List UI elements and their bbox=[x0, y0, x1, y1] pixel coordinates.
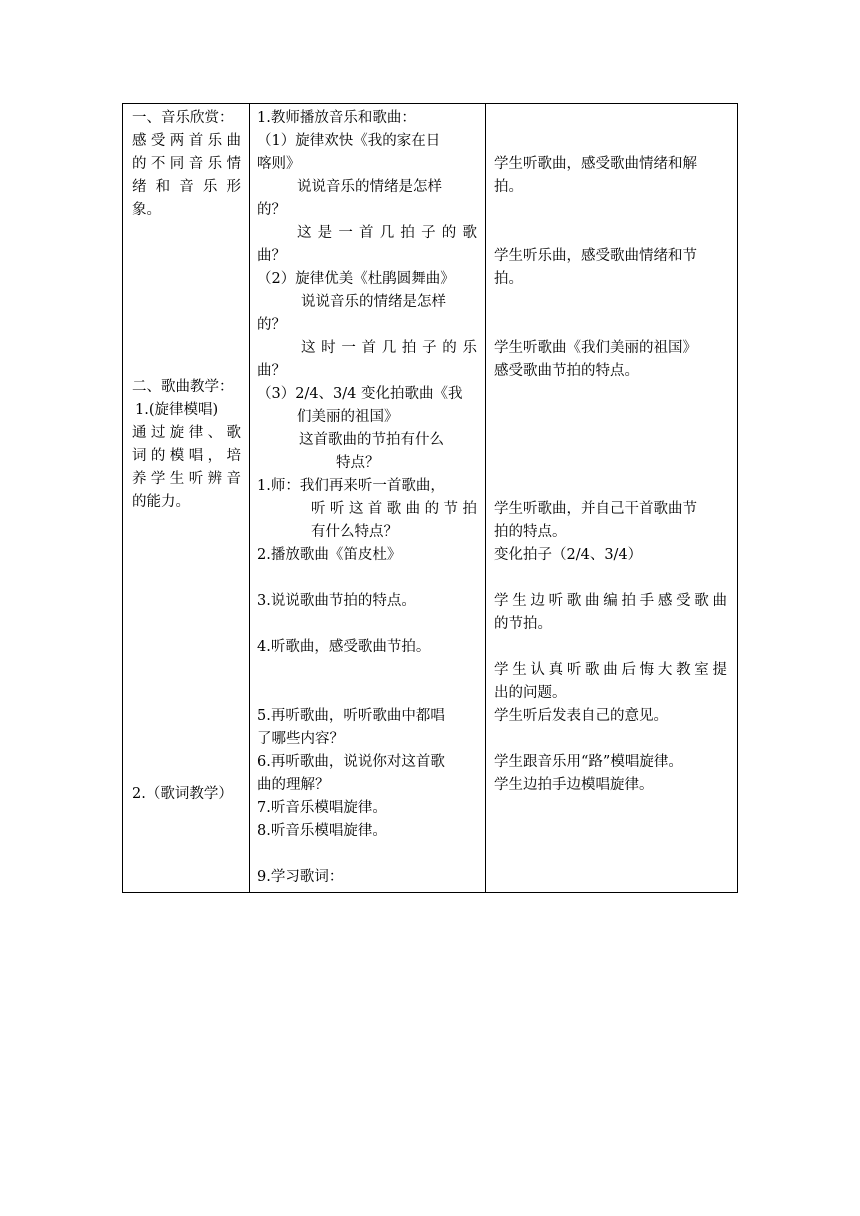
text-line: 1.教师播放音乐和歌曲： bbox=[257, 110, 416, 126]
text-line: 拍。 bbox=[494, 179, 523, 195]
text-line: 7.听音乐模唱旋律。 bbox=[257, 800, 387, 816]
text-line: 曲的理解？ bbox=[257, 777, 330, 793]
text-line: 学生听后发表自己的意见。 bbox=[494, 708, 668, 724]
teacher-activity-column bbox=[249, 104, 485, 892]
text-line: 喀则》 bbox=[257, 156, 301, 172]
lesson-plan-table bbox=[122, 103, 738, 893]
text-line: 2.播放歌曲《笛皮杜》 bbox=[257, 547, 402, 563]
text-line: 曲？ bbox=[257, 363, 286, 379]
text-line: （2）旋律优美《杜鹃圆舞曲》 bbox=[257, 271, 455, 287]
text-line: 学生听乐曲，感受歌曲情绪和节 bbox=[494, 248, 697, 264]
text-line: 4.听歌曲，感受歌曲节拍。 bbox=[257, 639, 431, 655]
text-line: 9.学习歌词： bbox=[257, 869, 344, 885]
text-line: 6.再听歌曲，说说你对这首歌 bbox=[257, 754, 445, 770]
text-line: 听听这首歌曲的节拍 bbox=[311, 501, 477, 517]
text-line: 一、音乐欣赏： bbox=[132, 110, 234, 126]
text-line: 们美丽的祖国》 bbox=[297, 409, 399, 425]
text-line: （1）旋律欢快《我的家在日 bbox=[257, 133, 441, 149]
text-line: 1.(旋律模唱) bbox=[135, 402, 219, 418]
text-line: 二、歌曲教学： bbox=[132, 379, 234, 395]
text-line: 变化拍子（2/4、3/4） bbox=[494, 547, 643, 563]
text-line: （3）2/4、3/4 变化拍歌曲《我 bbox=[257, 386, 463, 402]
text-line: 学生听歌曲，感受歌曲情绪和解 bbox=[494, 156, 697, 172]
text-line: 这是一首几拍子的歌 bbox=[297, 225, 477, 241]
text-line: 感受两首乐曲 bbox=[132, 133, 241, 149]
text-line: 5.再听歌曲，听听歌曲中都唱 bbox=[257, 708, 445, 724]
text-line: 特点？ bbox=[336, 455, 380, 471]
text-line: 1.师：我们再来听一首歌曲， bbox=[257, 478, 445, 494]
text-line: 词的模唱，培 bbox=[132, 448, 241, 464]
text-line: 学生边听歌曲编拍手感受歌曲 bbox=[494, 593, 727, 609]
text-line: 学生认真听歌曲后悔大教室提 bbox=[494, 662, 727, 678]
text-line: 感受歌曲节拍的特点。 bbox=[494, 363, 639, 379]
text-line: 学生听歌曲，并自己干首歌曲节 bbox=[494, 501, 697, 517]
text-line: 3.说说歌曲节拍的特点。 bbox=[257, 593, 416, 609]
text-line: 说说音乐的情绪是怎样 bbox=[301, 294, 446, 310]
text-line: 曲？ bbox=[257, 248, 286, 264]
text-line: 这首歌曲的节拍有什么 bbox=[299, 432, 444, 448]
text-line: 了哪些内容？ bbox=[257, 731, 344, 747]
text-line: 拍的特点。 bbox=[494, 524, 567, 540]
text-line: 拍。 bbox=[494, 271, 523, 287]
text-line: 绪和音乐形 bbox=[132, 179, 241, 195]
text-line: 8.听音乐模唱旋律。 bbox=[257, 823, 387, 839]
student-activity-column bbox=[485, 104, 737, 892]
text-line: 的不同音乐情 bbox=[132, 156, 241, 172]
text-line: 的？ bbox=[257, 317, 286, 333]
text-line: 学生跟音乐用“路”模唱旋律。 bbox=[494, 754, 683, 770]
content-column bbox=[123, 104, 249, 892]
text-line: 学生边拍手边模唱旋律。 bbox=[494, 777, 654, 793]
text-line: 的能力。 bbox=[132, 494, 190, 510]
text-line: 养学生听辨音 bbox=[132, 471, 241, 487]
text-line: 通过旋律、歌 bbox=[132, 425, 241, 441]
text-line: 说说音乐的情绪是怎样 bbox=[297, 179, 442, 195]
text-line: 2.（歌词教学） bbox=[132, 786, 233, 802]
text-line: 的？ bbox=[257, 202, 286, 218]
text-line: 有什么特点？ bbox=[311, 524, 398, 540]
text-line: 的节拍。 bbox=[494, 616, 552, 632]
text-line: 出的问题。 bbox=[494, 685, 567, 701]
text-line: 学生听歌曲《我们美丽的祖国》 bbox=[494, 340, 697, 356]
text-line: 这时一首几拍子的乐 bbox=[301, 340, 477, 356]
text-line: 象。 bbox=[132, 202, 161, 218]
